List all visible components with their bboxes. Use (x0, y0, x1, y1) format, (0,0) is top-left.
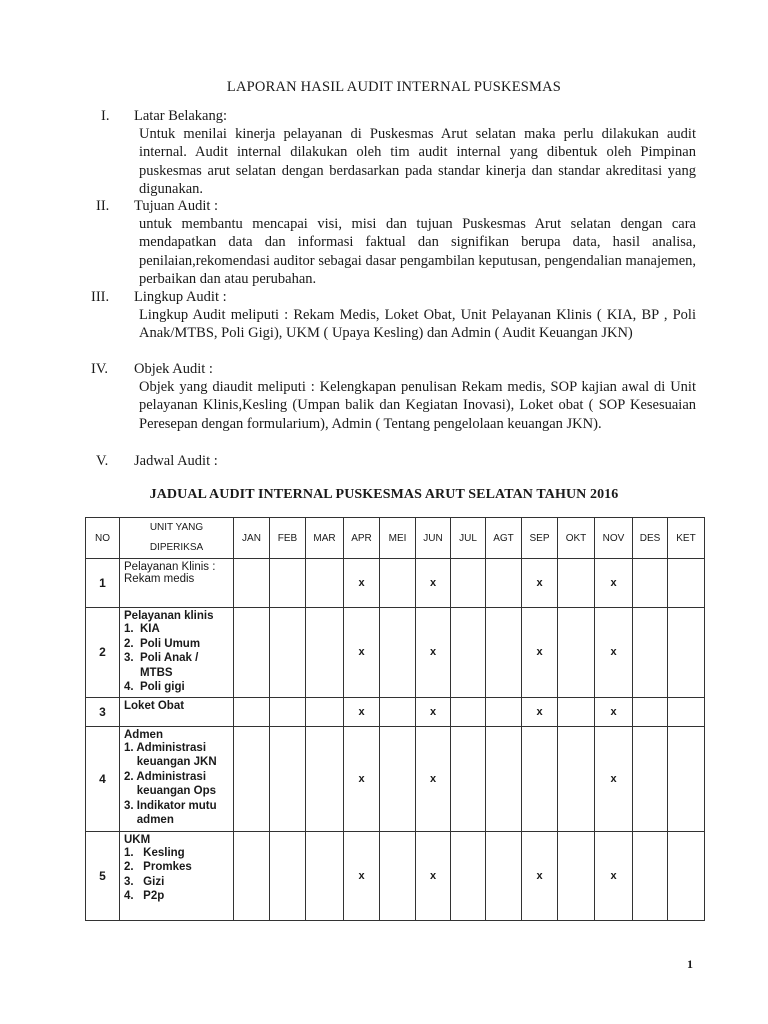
schedule-cell: x (416, 559, 451, 608)
section-body: Untuk menilai kinerja pelayanan di Puskesmas Arut selatan maka perlu dilakukan audit internal. Audit internal dilakukan oleh tim audit internal yang dibentuk oleh Pimpinan puskesmas arut selatan dengan berdasarkan pada standar kinerja dan standar akreditasi yang digunakan. (139, 126, 696, 197)
schedule-cell (486, 831, 522, 920)
schedule-cell (451, 831, 486, 920)
schedule-cell: x (522, 697, 558, 726)
schedule-cell (486, 608, 522, 698)
schedule-cell (451, 559, 486, 608)
unit-sublist (124, 846, 229, 904)
schedule-cell (486, 559, 522, 608)
table-header-row (86, 518, 705, 559)
schedule-cell (558, 726, 595, 831)
schedule-cell (558, 608, 595, 698)
schedule-cell (306, 697, 344, 726)
header-unit-line1: UNIT YANG (149, 522, 204, 533)
unit-subitem: 4. Poli gigi (124, 681, 185, 693)
header-unit-line2: DIPERIKSA (149, 542, 204, 553)
audit-schedule-table (85, 517, 705, 921)
unit-sublist (124, 622, 229, 695)
unit-subitem: 2. Promkes (124, 861, 192, 873)
section-heading: Jadwal Audit : (134, 453, 218, 469)
schedule-cell (380, 831, 416, 920)
table-title: JADUAL AUDIT INTERNAL PUSKESMAS ARUT SELATAN TAHUN 2016 (149, 487, 619, 502)
section-number: I. (101, 108, 110, 124)
section-number: II. (96, 198, 110, 214)
schedule-cell (380, 697, 416, 726)
unit-subitem: admen (124, 814, 174, 826)
schedule-cell: x (595, 726, 633, 831)
schedule-cell (270, 559, 306, 608)
header-month: JUL (451, 518, 486, 559)
unit-title: Admen (124, 728, 163, 741)
header-month: JUN (416, 518, 451, 559)
schedule-cell: x (595, 697, 633, 726)
schedule-cell (633, 608, 668, 698)
schedule-cell (668, 608, 705, 698)
schedule-cell (522, 726, 558, 831)
unit-cell (120, 831, 234, 920)
table-row (86, 559, 705, 608)
unit-subitem: keuangan JKN (124, 756, 217, 768)
header-ket: KET (668, 518, 705, 559)
schedule-cell (451, 608, 486, 698)
schedule-cell: x (595, 608, 633, 698)
header-unit (120, 518, 234, 559)
section-body: Lingkup Audit meliputi : Rekam Medis, Loket Obat, Unit Pelayanan Klinis ( KIA, BP , Poli Anak/MTBS, Poli Gigi), UKM ( Upaya Kesling) dan Admin ( Audit Keuangan JKN) (139, 307, 696, 342)
schedule-cell: x (344, 726, 380, 831)
schedule-cell: x (416, 697, 451, 726)
schedule-cell (668, 831, 705, 920)
section-body: untuk membantu mencapai visi, misi dan tujuan Puskesmas Arut selatan dengan cara mendapatkan data dan informasi faktual dan signifikan berupa data, hasil analisa, penilaian,rekomendasi auditor sebagai dasar pengambilan keputusan, pengendalian manajemen, perbaikan dan atau perubahan. (139, 216, 696, 287)
schedule-cell (306, 608, 344, 698)
row-number: 2 (86, 608, 120, 698)
schedule-cell (270, 697, 306, 726)
header-month: SEP (522, 518, 558, 559)
schedule-cell (306, 831, 344, 920)
schedule-cell (234, 831, 270, 920)
unit-subitem: 1. Kesling (124, 846, 185, 859)
unit-subitem: 1. Administrasi (124, 741, 207, 754)
schedule-cell: x (595, 831, 633, 920)
section-heading: Tujuan Audit : (134, 198, 219, 214)
schedule-cell (558, 559, 595, 608)
schedule-cell (380, 726, 416, 831)
header-no: NO (86, 518, 120, 559)
schedule-cell (270, 726, 306, 831)
schedule-cell (306, 726, 344, 831)
schedule-cell (380, 559, 416, 608)
unit-subitem: 1. KIA (124, 623, 160, 635)
schedule-cell: x (416, 831, 451, 920)
header-month: MEI (380, 518, 416, 559)
unit-subitem: 3. Gizi (124, 875, 165, 888)
section-number: IV. (91, 361, 109, 377)
document-title: LAPORAN HASIL AUDIT INTERNAL PUSKESMAS (226, 79, 562, 95)
schedule-cell (668, 726, 705, 831)
schedule-cell (234, 726, 270, 831)
schedule-cell (633, 726, 668, 831)
schedule-cell (306, 559, 344, 608)
schedule-cell (270, 831, 306, 920)
schedule-cell (451, 697, 486, 726)
unit-subitem: 2. Administrasi (124, 770, 207, 783)
row-number: 1 (86, 559, 120, 608)
page-number: 1 (687, 957, 693, 971)
row-number: 5 (86, 831, 120, 920)
schedule-cell (270, 608, 306, 698)
schedule-cell (558, 831, 595, 920)
schedule-cell (633, 697, 668, 726)
unit-subitem: 3. Poli Anak / (124, 652, 199, 664)
unit-subitem: 2. Poli Umum (124, 637, 201, 650)
schedule-cell (633, 831, 668, 920)
unit-subitem: keuangan Ops (124, 785, 217, 797)
schedule-cell (633, 559, 668, 608)
unit-cell (120, 726, 234, 831)
unit-title: UKM (124, 833, 151, 846)
schedule-cell: x (522, 831, 558, 920)
schedule-cell: x (595, 559, 633, 608)
schedule-cell (558, 697, 595, 726)
unit-title: Pelayanan klinis (124, 610, 214, 622)
schedule-cell: x (344, 559, 380, 608)
section-number: III. (91, 289, 110, 305)
section-heading: Objek Audit : (134, 361, 213, 377)
section-number: V. (96, 453, 109, 469)
table-row (86, 726, 705, 831)
section-heading: Latar Belakang: (134, 108, 227, 124)
unit-title: Pelayanan Klinis : Rekam medis (124, 561, 216, 585)
header-month: OKT (558, 518, 595, 559)
unit-subitem: 4. P2p (124, 890, 165, 902)
row-number: 3 (86, 697, 120, 726)
unit-cell (120, 608, 234, 698)
schedule-cell: x (344, 831, 380, 920)
section-body: Objek yang diaudit meliputi : Kelengkapan penulisan Rekam medis, SOP kajian awal di Unit pelayanan Klinis,Kesling (Umpan balik dan Kegiatan Inovasi), Loket obat ( SOP Kesesuaian Peresepan dengan formularium), Admin ( Tentang pengelolaan keuangan JKN). (139, 379, 696, 432)
schedule-cell: x (522, 559, 558, 608)
schedule-cell (451, 726, 486, 831)
unit-subitem: MTBS (124, 666, 173, 679)
schedule-cell (668, 697, 705, 726)
schedule-cell (234, 559, 270, 608)
header-month: APR (344, 518, 380, 559)
unit-title: Loket Obat (124, 699, 185, 712)
header-month: MAR (306, 518, 344, 559)
schedule-cell (486, 697, 522, 726)
unit-sublist (124, 741, 229, 828)
schedule-cell (486, 726, 522, 831)
unit-cell (120, 559, 234, 608)
unit-cell (120, 697, 234, 726)
schedule-cell: x (344, 608, 380, 698)
table-row (86, 697, 705, 726)
schedule-cell: x (416, 608, 451, 698)
unit-subitem: 3. Indikator mutu (124, 799, 217, 812)
schedule-cell: x (522, 608, 558, 698)
schedule-cell (234, 697, 270, 726)
schedule-cell (668, 559, 705, 608)
schedule-cell (234, 608, 270, 698)
header-month: AGT (486, 518, 522, 559)
section-heading: Lingkup Audit : (134, 289, 227, 305)
header-month: FEB (270, 518, 306, 559)
table-row (86, 831, 705, 920)
schedule-cell: x (416, 726, 451, 831)
header-month: JAN (234, 518, 270, 559)
table-row (86, 608, 705, 698)
schedule-cell: x (344, 697, 380, 726)
header-month: NOV (595, 518, 633, 559)
header-month: DES (633, 518, 668, 559)
schedule-cell (380, 608, 416, 698)
row-number: 4 (86, 726, 120, 831)
